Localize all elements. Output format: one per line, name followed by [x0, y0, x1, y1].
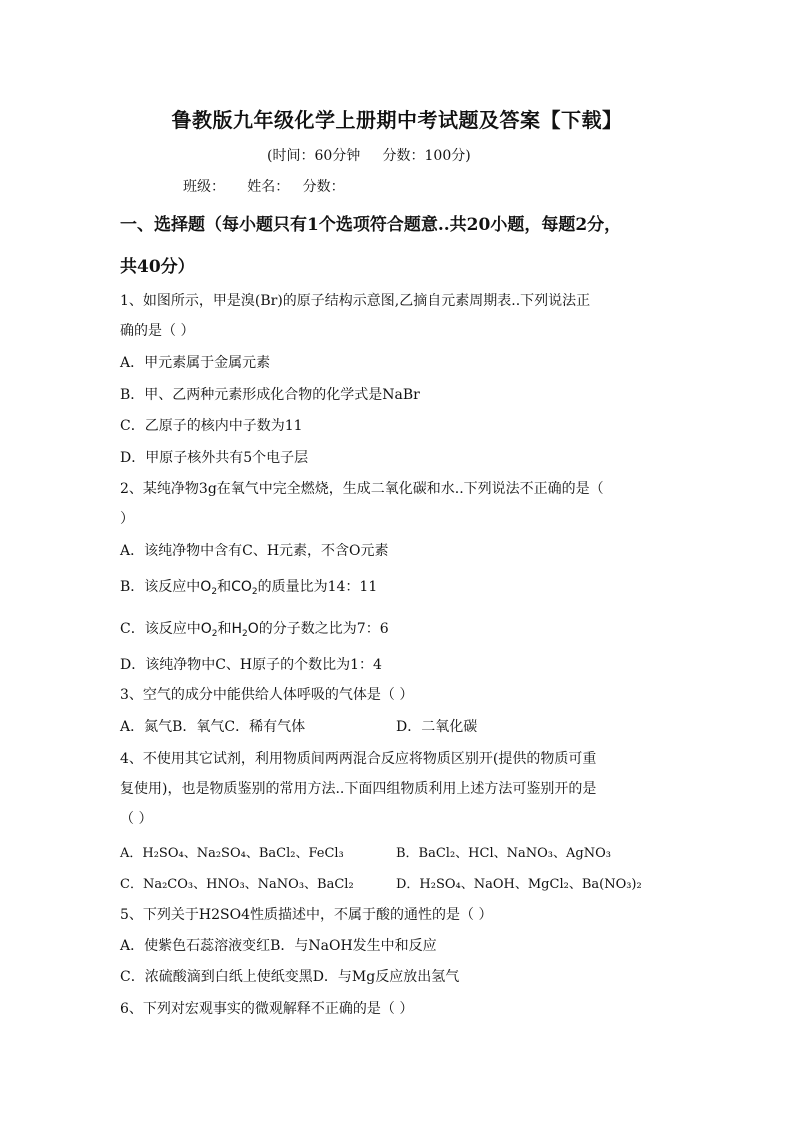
- q6-stem: 6、下列对宏观事实的微观解释不正确的是（ ）: [120, 1001, 414, 1017]
- q4-option-c: C．Na₂CO₃、HNO₃、NaNO₃、BaCl₂: [120, 877, 354, 892]
- q1-stem-line1: 1、如图所示，甲是溴(Br)的原子结构示意图,乙摘自元素周期表..下列说法正: [120, 293, 591, 309]
- q2-option-d: D．该纯净物中C、H原子的个数比为1：4: [120, 657, 382, 673]
- q4-stem-line1: 4、不使用其它试剂，利用物质间两两混合反应将物质区别开(提供的物质可重: [120, 751, 597, 767]
- page-title: 鲁教版九年级化学上册期中考试题及答案【下载】: [171, 108, 623, 132]
- section-heading-line1: 一、选择题（每小题只有1个选项符合题意..共20小题，每题2分，: [120, 215, 622, 235]
- q3-options-abc: A．氮气B．氧气C．稀有气体: [120, 719, 306, 735]
- q1-stem-line2: 确的是（ ）: [120, 323, 195, 339]
- q3-option-d: D．二氧化碳: [396, 719, 478, 735]
- q2-option-a: A．该纯净物中含有C、H元素，不含O元素: [120, 543, 389, 559]
- q2-option-c: C．该反应中$O_2$和$H_2O$的分子数之比为7：6: [120, 621, 389, 639]
- q4-stem-line3: （ ）: [120, 811, 153, 827]
- section-heading-line2: 共40分）: [120, 257, 195, 277]
- q1-option-b: B．甲、乙两种元素形成化合物的化学式是NaBr: [120, 387, 420, 403]
- q4-stem-line2: 复使用)，也是物质鉴别的常用方法..下面四组物质利用上述方法可鉴别开的是: [120, 781, 597, 797]
- q3-stem: 3、空气的成分中能供给人体呼吸的气体是（ ）: [120, 687, 414, 703]
- q1-option-a: A．甲元素属于金属元素: [120, 355, 271, 371]
- q5-stem: 5、下列关于H2SO4性质描述中，不属于酸的通性的是（ ）: [120, 907, 493, 923]
- q4-option-b: B．BaCl₂、HCl、NaNO₃、AgNO₃: [396, 846, 611, 861]
- student-info: 班级： 姓名： 分数：: [183, 179, 345, 195]
- q5-options-ab: A．使紫色石蕊溶液变红B．与NaOH发生中和反应: [120, 938, 437, 954]
- q1-option-d: D．甲原子核外共有5个电子层: [120, 450, 309, 466]
- exam-meta: (时间：60分钟 分数：100分): [267, 148, 471, 164]
- q4-option-a: A．H₂SO₄、Na₂SO₄、BaCl₂、FeCl₃: [120, 846, 344, 861]
- q2-stem-line2: ）: [120, 511, 134, 527]
- q4-option-d: D．H₂SO₄、NaOH、MgCl₂、Ba(NO₃)₂: [396, 877, 642, 892]
- q1-option-c: C．乙原子的核内中子数为11: [120, 418, 303, 434]
- q2-stem-line1: 2、某纯净物3g在氧气中完全燃烧，生成二氧化碳和水..下列说法不正确的是（: [120, 481, 604, 497]
- q2-option-b: B．该反应中$O_2$和$CO_2$的质量比为14：11: [120, 579, 378, 597]
- q5-options-cd: C．浓硫酸滴到白纸上使纸变黑D．与Mg反应放出氢气: [120, 969, 460, 985]
